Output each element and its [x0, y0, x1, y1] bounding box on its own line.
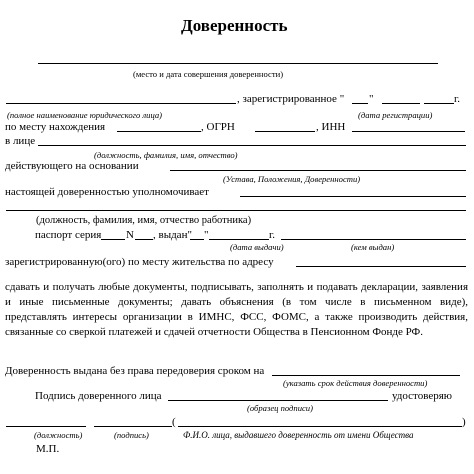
place-date-line — [38, 63, 438, 64]
footer-name-caption: Ф.И.О. лица, выдавшего доверенность от имени Общества — [183, 430, 414, 440]
location-label: по месту нахождения — [5, 121, 106, 133]
seal-label: М.П. — [36, 443, 60, 455]
position-caption: (должность, фамилия, имя, отчество) — [94, 150, 238, 160]
worker-line — [6, 210, 466, 211]
year-suffix: г. — [454, 93, 461, 105]
signature-label: Подпись доверенного лица — [35, 390, 162, 402]
passport-label: паспорт серия — [35, 229, 102, 241]
issued-by-line — [281, 239, 466, 240]
certify-label: удостоверяю — [392, 390, 453, 402]
footer-name-line — [178, 426, 462, 427]
place-date-caption: (место и дата совершения доверенности) — [133, 69, 284, 79]
footer-position-caption: (должность) — [34, 430, 83, 440]
signature-line — [168, 400, 388, 401]
basis-caption: (Устава, Положения, Доверенности) — [223, 174, 361, 184]
authorizes-label: настоящей доверенностью уполномочивает — [5, 186, 209, 198]
person-line — [38, 145, 466, 146]
validity-line — [272, 375, 460, 376]
issued-by-caption: (кем выдан) — [351, 242, 395, 252]
passport-series-line — [101, 239, 125, 240]
close-paren: ) — [462, 416, 466, 428]
number-label: N — [126, 229, 134, 241]
reg-day-line — [352, 103, 368, 104]
registered-label: , зарегистрированное " — [237, 93, 345, 105]
issue-quote-close: " — [204, 229, 209, 241]
reg-month-line — [382, 103, 420, 104]
ogrn-label: , ОГРН — [201, 121, 235, 133]
validity-label: Доверенность выдана без права передоверия сроком на — [5, 365, 265, 377]
basis-line — [170, 170, 466, 171]
authorizes-line — [240, 196, 466, 197]
reg-year-line — [424, 103, 454, 104]
issue-year-suffix: г. — [269, 229, 276, 241]
footer-signature-line — [94, 426, 172, 427]
footer-signature-caption: (подпись) — [114, 430, 149, 440]
document-title: Доверенность — [181, 16, 288, 35]
sample-caption: (образец подписи) — [247, 403, 313, 413]
issue-date-caption: (дата выдачи) — [230, 242, 284, 252]
worker-caption: (должность, фамилия, имя, отчество работника) — [36, 215, 252, 226]
quote-close: " — [369, 93, 374, 105]
full-name-caption: (полное наименование юридического лица) — [7, 110, 163, 120]
issue-day-line — [190, 239, 204, 240]
passport-number-line — [135, 239, 153, 240]
ogrn-line — [255, 131, 315, 132]
acting-label: действующего на основании — [5, 160, 139, 172]
residence-line — [296, 266, 466, 267]
reg-date-caption: (дата регистрации) — [358, 110, 433, 120]
footer-position-line — [6, 426, 86, 427]
person-label: в лице — [5, 135, 36, 147]
open-paren: ( — [172, 416, 176, 428]
inn-line — [352, 131, 465, 132]
residence-label: зарегистрированную(ого) по месту жительства по адресу — [5, 256, 274, 268]
issued-label: , выдан" — [153, 229, 192, 241]
location-line — [117, 131, 201, 132]
powers-paragraph: сдавать и получать любые документы, подписывать, заполнять и подавать декларации, заявления и иные письменные документы; давать объяснения (в том числе в письменном виде), представлять интересы организации в ИМНС, ФСС, ФОМС, а также производить действия, связанные со сверкой платежей и сдачей отчетности Общества в Пенсионном Фонде РФ. — [5, 281, 468, 338]
inn-label: , ИНН — [316, 121, 346, 133]
validity-caption: (указать срок действия доверенности) — [283, 378, 428, 388]
org-name-line — [6, 103, 236, 104]
issue-month-line — [209, 239, 269, 240]
